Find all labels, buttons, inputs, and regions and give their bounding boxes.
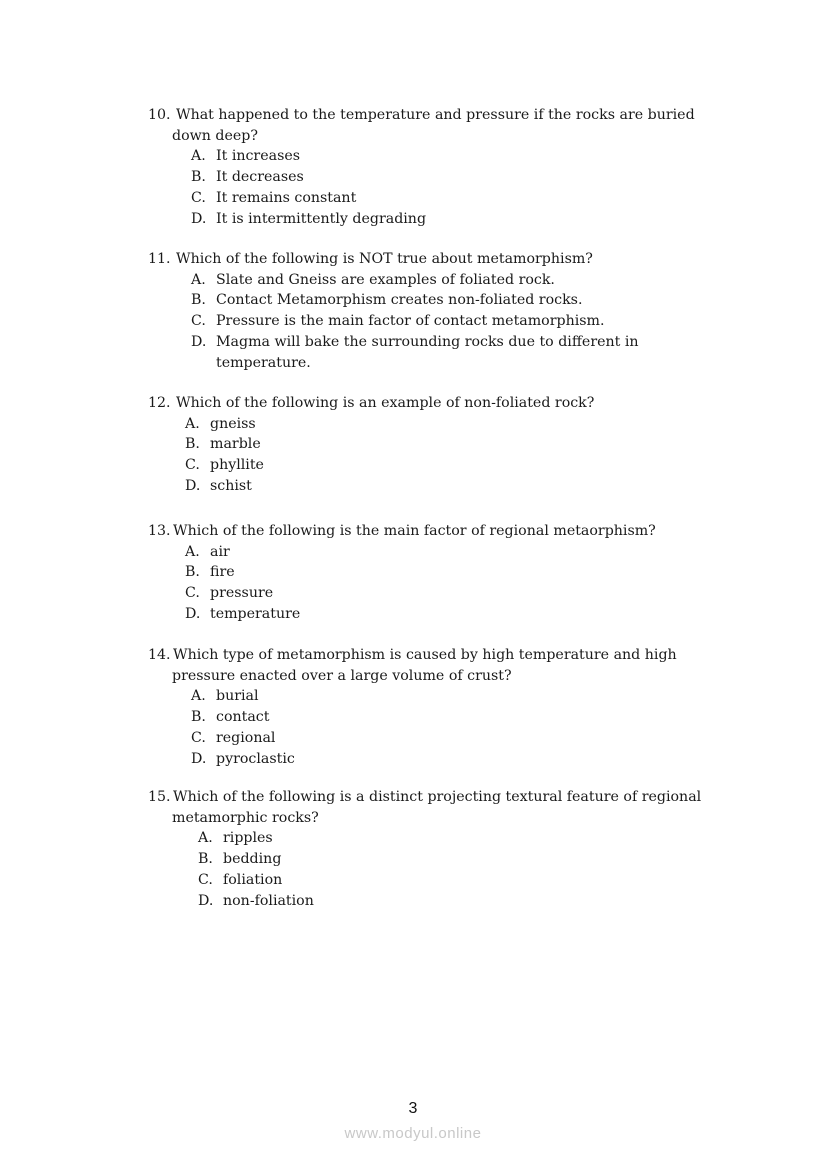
option-text: It remains constant	[216, 189, 357, 206]
option-letter: B.	[185, 564, 200, 581]
option-letter: A.	[191, 148, 206, 165]
option-text: pressure	[210, 585, 274, 602]
question-text: Which of the following is NOT true about metamorphism?	[176, 251, 593, 267]
option-text: pyroclastic	[216, 750, 295, 767]
option-text: regional	[216, 729, 276, 746]
option-letter: D.	[185, 605, 201, 622]
option-text: It decreases	[216, 169, 304, 186]
question-number: 14.	[148, 647, 171, 663]
option-letter: D.	[198, 892, 214, 909]
question-text: Which of the following is the main factor of regional metaorphism?	[173, 523, 656, 539]
question-number: 11.	[148, 251, 171, 267]
option-letter: C.	[191, 729, 206, 746]
option-text: air	[210, 543, 230, 560]
option-text: It increases	[216, 148, 301, 165]
option-letter: A.	[191, 271, 206, 288]
option-text: temperature.	[216, 354, 311, 371]
option-text: marble	[210, 436, 261, 453]
question-text: Which of the following is a distinct projecting textural feature of regional	[173, 789, 702, 805]
option-letter: C.	[185, 457, 200, 474]
option-text: foliation	[223, 871, 283, 888]
option-letter: A.	[191, 688, 206, 705]
option-letter: A.	[185, 415, 200, 432]
option-text: contact	[216, 709, 270, 726]
question-text: Which type of metamorphism is caused by high temperature and high	[173, 647, 677, 663]
option-text: Magma will bake the surrounding rocks due to different in	[216, 333, 639, 350]
watermark: www.modyul.online	[344, 1125, 482, 1142]
option-letter: B.	[198, 851, 213, 868]
option-letter: A.	[185, 543, 200, 560]
option-text: Contact Metamorphism creates non-foliated rocks.	[216, 292, 583, 309]
question-number: 12.	[148, 395, 171, 411]
option-text: ripples	[223, 830, 273, 847]
option-letter: B.	[185, 436, 200, 453]
option-text: burial	[216, 688, 259, 705]
option-text: temperature	[210, 605, 301, 622]
question-text: metamorphic rocks?	[172, 809, 319, 826]
option-letter: C.	[191, 313, 206, 330]
option-letter: B.	[191, 169, 206, 186]
option-letter: D.	[191, 750, 207, 767]
option-text: phyllite	[210, 457, 264, 474]
option-text: bedding	[223, 851, 282, 868]
question-number: 15.	[148, 789, 171, 805]
page-number: 3	[408, 1100, 418, 1117]
option-letter: B.	[191, 709, 206, 726]
option-letter: D.	[185, 477, 201, 494]
option-text: It is intermittently degrading	[216, 210, 427, 227]
question-text: What happened to the temperature and pressure if the rocks are buried	[176, 107, 695, 123]
option-text: non-foliation	[223, 892, 314, 909]
question-text: pressure enacted over a large volume of crust?	[172, 667, 512, 684]
option-text: Pressure is the main factor of contact metamorphism.	[216, 313, 605, 330]
question-number: 13.	[148, 523, 171, 539]
option-letter: C.	[198, 871, 213, 888]
option-text: Slate and Gneiss are examples of foliated rock.	[216, 271, 555, 288]
option-text: gneiss	[210, 415, 256, 432]
option-letter: D.	[191, 333, 207, 350]
option-letter: A.	[198, 830, 213, 847]
option-letter: C.	[185, 585, 200, 602]
option-text: schist	[210, 477, 252, 494]
option-text: fire	[210, 564, 235, 581]
question-number: 10.	[148, 107, 171, 123]
option-letter: B.	[191, 292, 206, 309]
question-text: down deep?	[172, 127, 258, 144]
option-letter: C.	[191, 189, 206, 206]
option-letter: D.	[191, 210, 207, 227]
question-text: Which of the following is an example of non-foliated rock?	[176, 395, 595, 411]
